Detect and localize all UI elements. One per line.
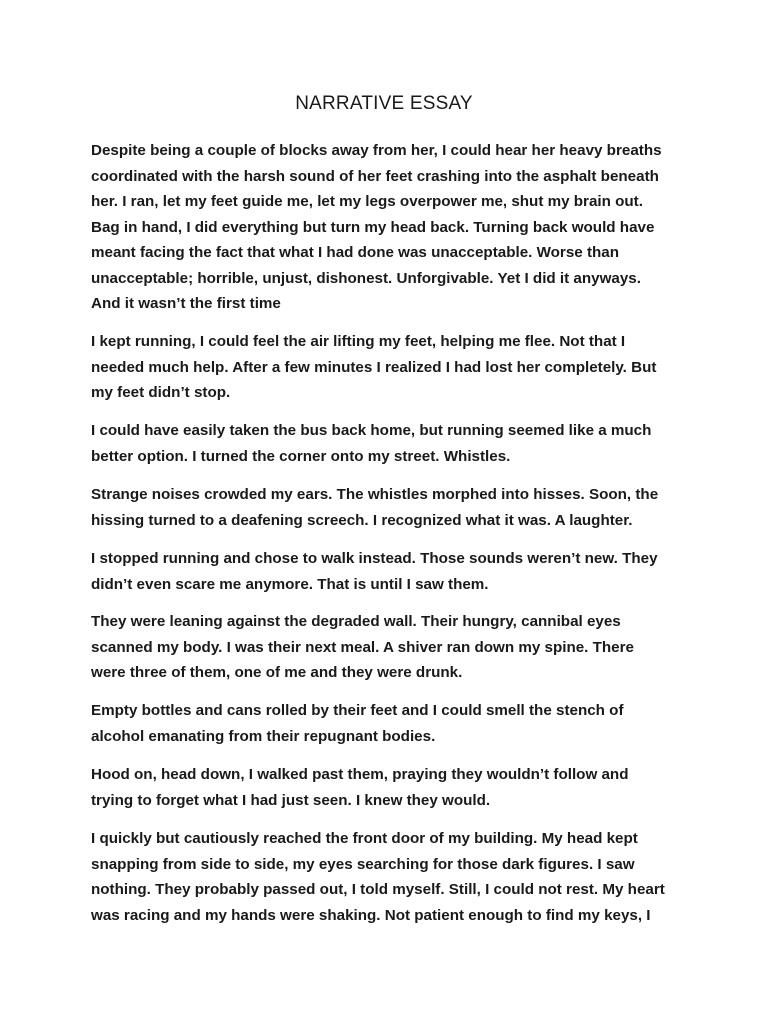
text-line: I could have easily taken the bus back home, but running seemed like a much xyxy=(91,422,652,439)
text-line: were three of them, one of me and they were drunk. xyxy=(91,664,463,681)
text-line: didn’t even scare me anymore. That is until I saw them. xyxy=(91,575,489,593)
text-line: nothing. They probably passed out, I told myself. Still, I could not rest. My heart xyxy=(91,881,665,898)
text-line: Strange noises crowded my ears. The whistles morphed into hisses. Soon, the xyxy=(91,486,659,503)
text-line: my feet didn’t stop. xyxy=(91,384,231,401)
text-line: I kept running, I could feel the air lifting my feet, helping me flee. Not that I xyxy=(91,333,626,350)
text-line: her. I ran, let my feet guide me, let my legs overpower me, shut my brain out. xyxy=(91,193,643,210)
text-line: alcohol emanating from their repugnant bodies. xyxy=(91,727,436,745)
text-line: hissing turned to a deafening screech. I recognized what it was. A laughter. xyxy=(91,511,633,529)
text-line: scanned my body. I was their next meal. A shiver ran down my spine. There xyxy=(91,638,634,656)
text-line: meant facing the fact that what I had done was unacceptable. Worse than xyxy=(91,244,620,261)
paragraph xyxy=(91,609,691,686)
text-line: better option. I turned the corner onto my street. Whistles. xyxy=(91,447,511,465)
page-title: NARRATIVE ESSAY xyxy=(295,93,473,114)
text-line: coordinated with the harsh sound of her feet crashing into the asphalt beneath xyxy=(91,167,659,185)
text-line: snapping from side to side, my eyes searching for those dark figures. I saw xyxy=(91,855,635,873)
paragraph xyxy=(91,329,691,406)
text-line: I stopped running and chose to walk instead. Those sounds weren’t new. They xyxy=(91,550,658,567)
text-line: needed much help. After a few minutes I realized I had lost her completely. But xyxy=(91,358,657,376)
text-line: was racing and my hands were shaking. Not patient enough to find my keys, I xyxy=(91,906,651,924)
paragraph xyxy=(91,546,691,597)
paragraph xyxy=(91,762,691,813)
text-line: Hood on, head down, I walked past them, praying they wouldn’t follow and xyxy=(91,766,629,783)
text-line: Empty bottles and cans rolled by their feet and I could smell the stench of xyxy=(91,702,624,719)
paragraph xyxy=(91,418,691,469)
text-line: I quickly but cautiously reached the front door of my building. My head kept xyxy=(91,830,638,847)
paragraph xyxy=(91,698,691,749)
paragraph xyxy=(91,826,691,928)
text-line: Despite being a couple of blocks away from her, I could hear her heavy breaths xyxy=(91,142,662,159)
text-line: Bag in hand, I did everything but turn my head back. Turning back would have xyxy=(91,218,655,236)
text-line: unacceptable; horrible, unjust, dishonest. Unforgivable. Yet I did it anyways. xyxy=(91,269,641,287)
text-line: And it wasn’t the first time xyxy=(91,295,281,312)
paragraph xyxy=(91,138,691,317)
text-line: trying to forget what I had just seen. I knew they would. xyxy=(91,791,491,809)
paragraph xyxy=(91,482,691,533)
text-line: They were leaning against the degraded wall. Their hungry, cannibal eyes xyxy=(91,613,621,630)
